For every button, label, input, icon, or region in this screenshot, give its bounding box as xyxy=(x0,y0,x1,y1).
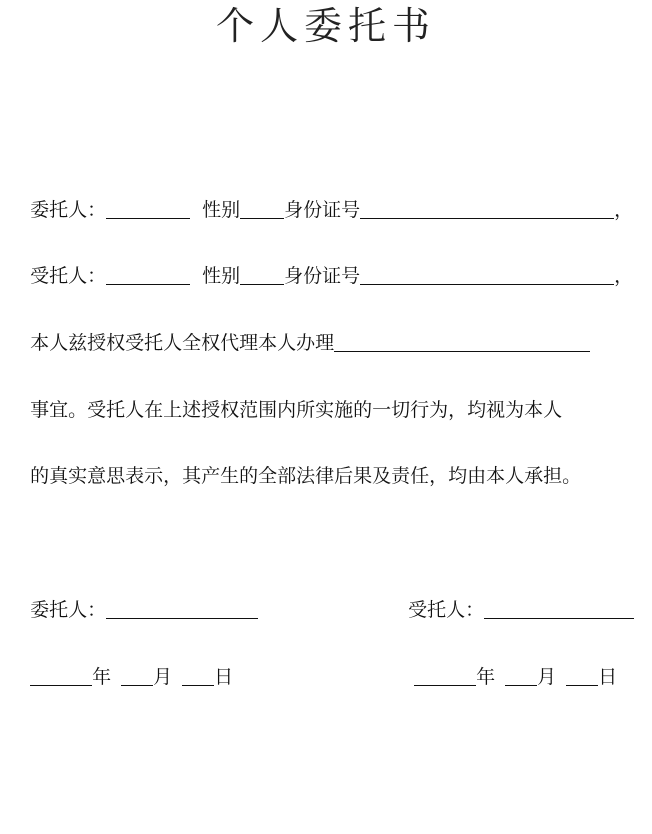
principal-end-punct: ， xyxy=(614,199,634,221)
agent-id-blank xyxy=(360,266,614,285)
principal-day-label: 日 xyxy=(214,666,234,688)
agent-year-blank xyxy=(414,667,476,686)
agent-signature xyxy=(396,574,634,622)
agent-id-label: 身份证号 xyxy=(284,265,361,287)
agent-year-label: 年 xyxy=(476,666,496,688)
principal-gender-label: 性别 xyxy=(202,199,241,221)
agent-gender-blank xyxy=(240,266,284,285)
agent-day-label: 日 xyxy=(598,666,618,688)
body-line-2 xyxy=(18,374,562,422)
agent-name-blank xyxy=(106,266,190,285)
principal-signature-blank xyxy=(106,600,258,619)
body-text-3: 的真实意思表示，其产生的全部法律后果及责任，均由本人承担。 xyxy=(30,465,582,487)
agent-month-label: 月 xyxy=(537,666,557,688)
principal-name-blank xyxy=(106,200,190,219)
body-line-1 xyxy=(18,307,590,355)
agent-label: 受托人： xyxy=(30,265,107,287)
principal-id-blank xyxy=(360,200,614,219)
principal-day-blank xyxy=(182,667,214,686)
principal-year-blank xyxy=(30,667,92,686)
body-text-1: 本人兹授权受托人全权代理本人办理 xyxy=(30,332,335,354)
agent-gender-label: 性别 xyxy=(202,265,241,287)
agent-day-blank xyxy=(566,667,598,686)
principal-month-label: 月 xyxy=(153,666,173,688)
agent-info-line xyxy=(18,240,633,288)
matter-blank xyxy=(334,333,590,352)
body-text-2: 事宜。受托人在上述授权范围内所实施的一切行为，均视为本人 xyxy=(30,399,563,421)
principal-id-label: 身份证号 xyxy=(284,199,361,221)
principal-signature xyxy=(18,574,258,622)
principal-month-blank xyxy=(121,667,153,686)
agent-month-blank xyxy=(505,667,537,686)
document-title: 个人委托书 xyxy=(215,4,436,48)
body-line-3 xyxy=(18,440,581,488)
principal-label: 委托人： xyxy=(30,199,107,221)
agent-signature-label: 受托人： xyxy=(408,599,485,621)
principal-signature-label: 委托人： xyxy=(30,599,107,621)
principal-year-label: 年 xyxy=(92,666,112,688)
principal-date xyxy=(18,641,233,689)
agent-date xyxy=(402,641,617,689)
agent-end-punct: ， xyxy=(614,265,634,287)
agent-signature-blank xyxy=(484,600,634,619)
principal-info-line xyxy=(18,174,633,222)
principal-gender-blank xyxy=(240,200,284,219)
